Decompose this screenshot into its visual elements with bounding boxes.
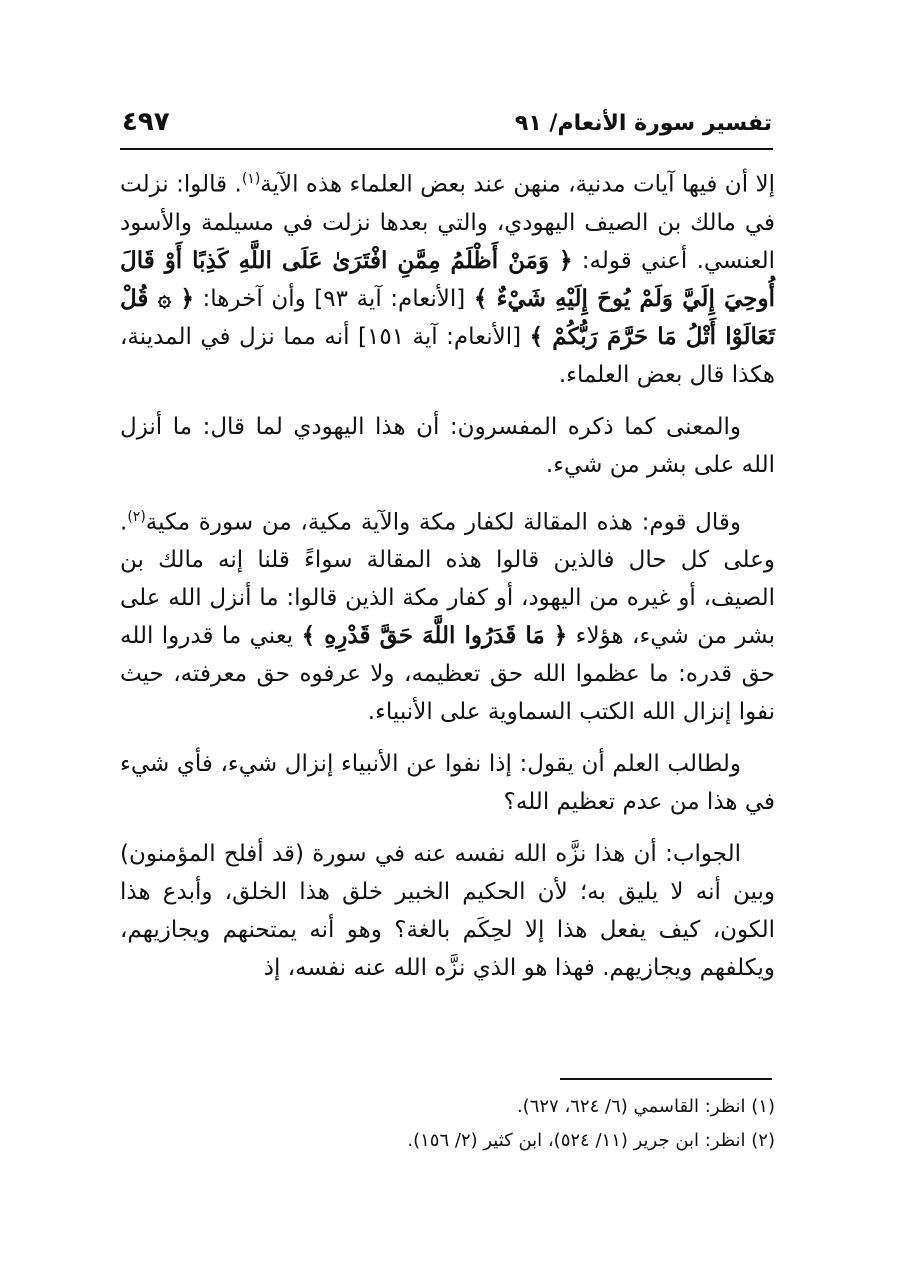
page-header — [122, 105, 772, 145]
paragraph-3-text-c: يعني ما قدروا الله حق قدره: ما عظموا الله حق تعظيمه، ولا عرفوه حق معرفته، حيث نفوا إنزال الله الكتب السماوية على الأنبياء. — [120, 623, 775, 726]
main-text — [120, 160, 775, 1001]
paragraph-1-text-b: . قالوا: نزلت في مالك بن الصيف اليهودي، والتي بعدها نزلت في مسيلمة والأسود العنسي. أعني قوله: — [120, 171, 775, 274]
quran-verse-1: ﴿ وَمَنْ أَظْلَمُ مِمَّنِ افْتَرَىٰ عَلَى اللَّهِ كَذِبًا أَوْ قَالَ أُوحِيَ إِلَيَّ وَلَمْ يُوحَ إِلَيْهِ شَيْءٌ ﴾ — [120, 246, 776, 312]
paragraph-1-text-d: [الأنعام: آية ١٥١] أنه مما نزل في المدينة، هكذا قال بعض العلماء. — [120, 323, 775, 388]
running-title: تفسير سورة الأنعام/ ٩١ — [514, 111, 772, 136]
page-number: ٤٩٧ — [122, 107, 170, 137]
header-rule — [120, 148, 773, 150]
paragraph-5: الجواب: أن هذا نزَّه الله نفسه عنه في سورة (قد أفلح المؤمنون) وبين أنه لا يليق به؛ لأن الحكيم الخبير خلق هذا الخلق، وأبدع هذا الكون، كيف يفعل هذا إلا لحِكَم بالغة؟ وهو أنه يمتحنهم ويجازيهم، ويكلفهم ويجازيهم. فهذا هو الذي نزَّه الله عنه نفسه، إذ — [120, 841, 775, 982]
footnote-2: (٢) انظر: ابن جرير (١١/ ٥٢٤)، ابن كثير (٢/ ١٥٦). — [407, 1130, 775, 1151]
quran-verse-3: ﴿ مَا قَدَرُوا اللَّهَ حَقَّ قَدْرِهِ ﴾ — [301, 622, 568, 650]
paragraph-3-text-a: وقال قوم: هذه المقالة لكفار مكة والآية مكية، من سورة مكية — [145, 509, 741, 536]
footnote-ref-2: (٢) — [127, 508, 146, 525]
paragraph-1 — [120, 160, 775, 394]
footnotes — [120, 1090, 775, 1158]
footnote-rule — [560, 1078, 772, 1080]
paragraph-4: ولطالب العلم أن يقول: إذا نفوا عن الأنبياء إنزال شيء، فأي شيء في هذا من عدم تعظيم الله؟ — [120, 751, 775, 816]
paragraph-3-text-b: . وعلى كل حال فالذين قالوا هذه المقالة سواءً قلنا إنه مالك بن الصيف، أو غيره من اليهود، أو كفار مكة الذين قالوا: ما أنزل الله على بشر من شيء، هؤلاء — [120, 509, 776, 650]
footnote-ref-1: (١) — [241, 171, 261, 187]
paragraph-1-text-a: إلا أن فيها آيات مدنية، منهن عند بعض العلماء هذه الآية — [260, 171, 775, 198]
footnote-1: (١) انظر: القاسمي (٦/ ٦٢٤، ٦٢٧). — [516, 1096, 775, 1117]
paragraph-1-text-c: [الأنعام: آية ٩٣] وأن آخرها: — [193, 285, 474, 312]
quran-verse-2: ﴿ ۞ قُلْ تَعَالَوْا أَتْلُ مَا حَرَّمَ رَبُّكُمْ ﴾ — [120, 284, 775, 350]
paragraph-2: والمعنى كما ذكره المفسرون: أن هذا اليهودي لما قال: ما أنزل الله على بشر من شيء. — [120, 413, 775, 478]
paragraph-3 — [120, 498, 775, 732]
